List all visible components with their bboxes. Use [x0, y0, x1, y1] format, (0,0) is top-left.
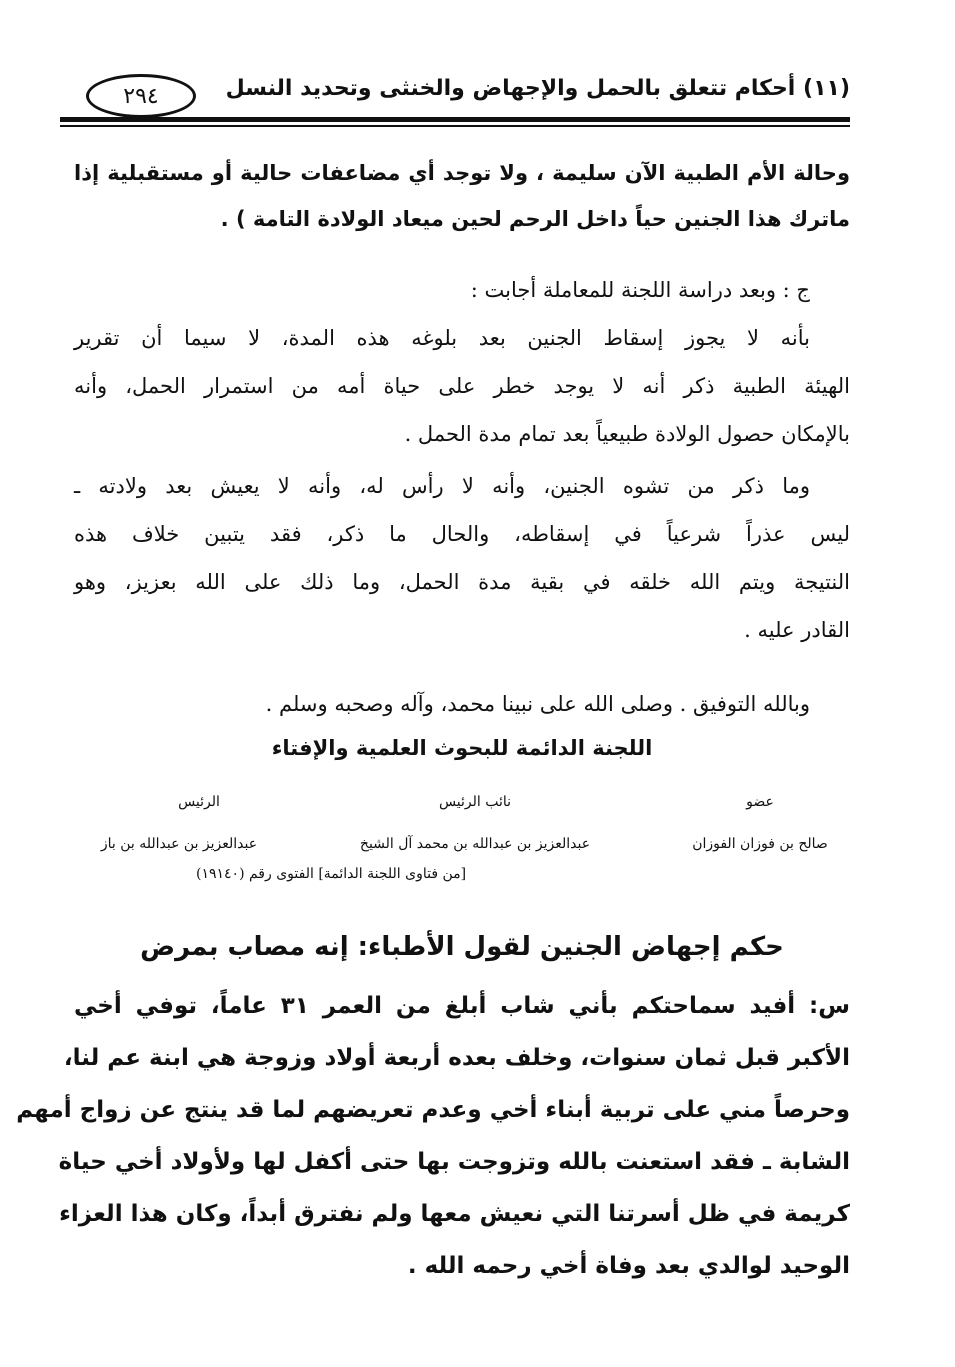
- closing-text: وبالله التوفيق . وصلى الله على نبينا محمد، وآله وصحبه وسلم .: [265, 692, 810, 716]
- text-line: وما ذكر من تشوه الجنين، وأنه لا رأس له، وأنه لا يعيش بعد ولادته ـ: [74, 474, 810, 498]
- chair-role: الرئيس: [178, 794, 220, 810]
- text-line: وحرصاً مني على تربية أبناء أخي وعدم تعريضهم لما قد ينتج عن زواج أمهم: [16, 1097, 850, 1123]
- vice-name: عبدالعزيز بن عبدالله بن محمد آل الشيخ: [359, 836, 591, 852]
- vice-role: نائب الرئيس: [438, 794, 512, 810]
- answer-paragraph-1: [74, 266, 850, 458]
- committee-name: اللجنة الدائمة للبحوث العلمية والإفتاء: [271, 736, 653, 760]
- running-title: (١١) أحكام تتعلق بالحمل والإجهاض والخنثى وتحديد النسل: [225, 76, 850, 101]
- text-line: الهيئة الطبية ذكر أنه لا يوجد خطر على حياة أمه من استمرار الحمل، وأنه: [74, 374, 850, 398]
- text-line: القادر عليه .: [744, 618, 850, 642]
- page-number: ٢٩٤: [86, 74, 196, 118]
- closing-line: [74, 680, 850, 728]
- text-line: ماترك هذا الجنين حياً داخل الرحم لحين ميعاد الولادة التامة ) .: [220, 207, 850, 231]
- answer-intro: ج : وبعد دراسة اللجنة للمعاملة أجابت :: [470, 278, 810, 302]
- signature-vice-chair: [330, 790, 620, 860]
- member-name: صالح بن فوزان الفوزان: [692, 836, 828, 852]
- signature-chair: [74, 790, 284, 860]
- text-line: بأنه لا يجوز إسقاط الجنين بعد بلوغه هذه المدة، لا سيما أن تقرير: [74, 326, 810, 350]
- question-paragraph: [16, 980, 850, 1292]
- text-line: ليس عذراً شرعياً في إسقاطه، والحال ما ذكر، فقد يتبين خلاف هذه: [74, 522, 850, 546]
- text-line: بالإمكان حصول الولادة طبيعياً بعد تمام مدة الحمل .: [404, 422, 850, 446]
- text-line: وحالة الأم الطبية الآن سليمة ، ولا توجد أي مضاعفات حالية أو مستقبلية إذا: [74, 161, 850, 185]
- fatwa-source: [من فتاوى اللجنة الدائمة] الفتوى رقم (١٩١٤٠): [196, 866, 467, 882]
- page-header: [60, 66, 850, 136]
- text-line: الشابة ـ فقد استعنت بالله وتزوجت بها حتى أكفل لها ولأولاد أخي حياة: [58, 1149, 850, 1175]
- text-line: كريمة في ظل أسرتنا التي نعيش معها ولم نفترق أبداً، وكان هذا العزاء: [59, 1201, 850, 1227]
- text-line: الأكبر قبل ثمان سنوات، وخلف بعده أربعة أولاد وزوجة هي ابنة عم لنا،: [63, 1045, 850, 1071]
- text-line: س: أفيد سماحتكم بأني شاب أبلغ من العمر ٣١ عاماً، توفي أخي: [74, 993, 850, 1019]
- signature-member: [670, 790, 850, 860]
- section-title: حكم إجهاض الجنين لقول الأطباء: إنه مصاب بمرض: [140, 932, 784, 962]
- chair-name: عبدالعزيز بن عبدالله بن باز: [100, 836, 258, 852]
- text-line: النتيجة ويتم الله خلقه في بقية مدة الحمل، وما ذلك على الله بعزيز، وهو: [74, 570, 850, 594]
- text-line: الوحيد لوالدي بعد وفاة أخي رحمه الله .: [407, 1253, 850, 1279]
- signatures: [74, 790, 850, 870]
- header-rule-thick: [60, 117, 850, 122]
- header-rule-thin: [60, 125, 850, 127]
- medical-report-continuation: [74, 150, 850, 242]
- answer-paragraph-2: [74, 462, 850, 654]
- member-role: عضو: [746, 794, 774, 810]
